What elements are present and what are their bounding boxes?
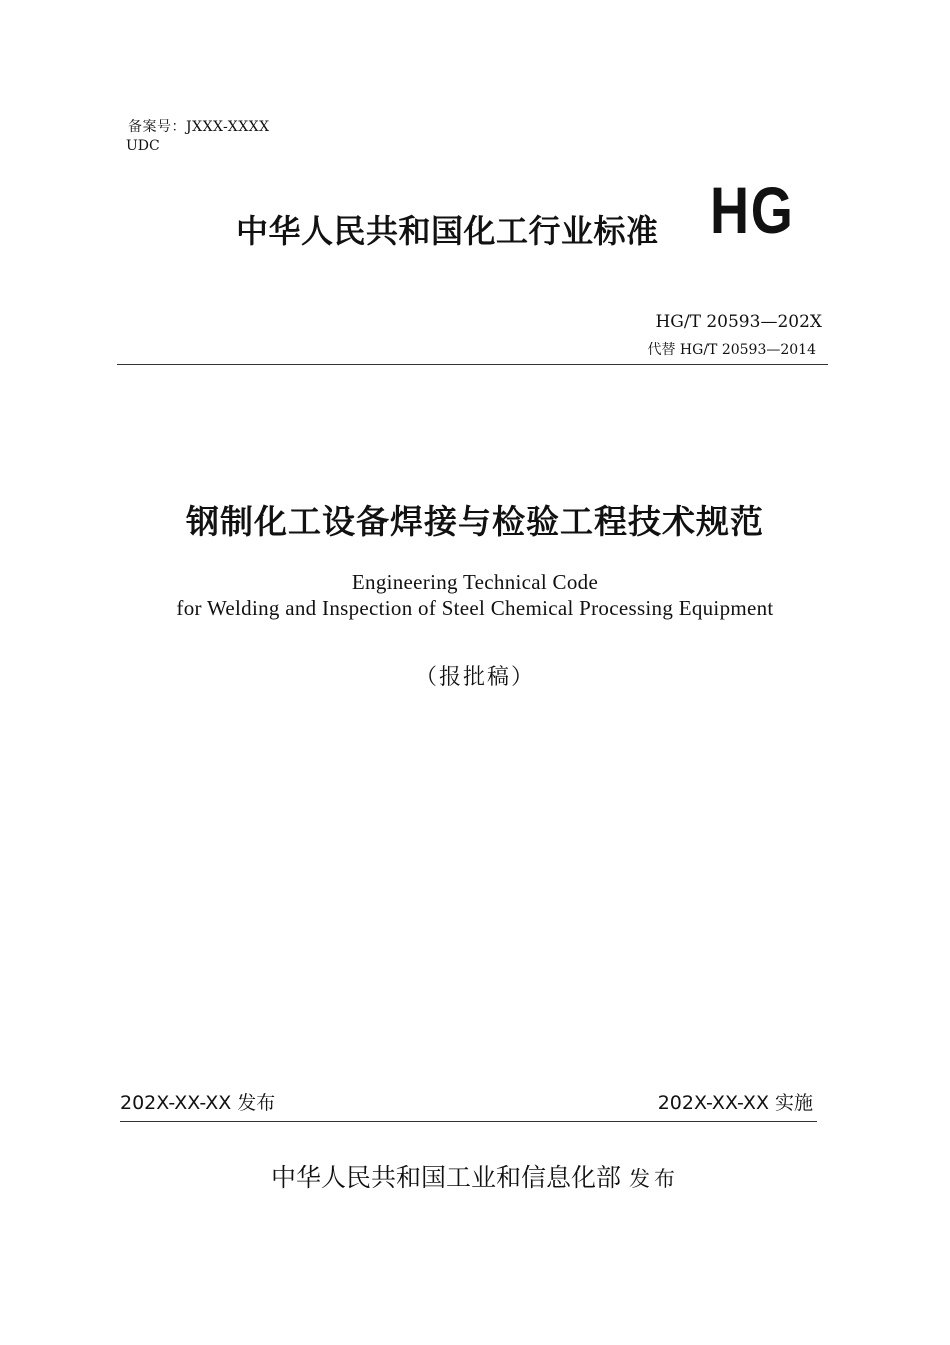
publisher-suffix: 发布 xyxy=(629,1167,679,1191)
filing-number: 备案号：JXXX-XXXX xyxy=(128,119,270,135)
standard-number: HG/T 20593—202X xyxy=(655,312,822,332)
document-title-en-line2: for Welding and Inspection of Steel Chemical Processing Equipment xyxy=(176,596,774,620)
footer-divider xyxy=(120,1121,817,1122)
publisher-name: 中华人民共和国工业和信息化部 xyxy=(270,1163,621,1192)
hg-logo: HG xyxy=(710,173,795,247)
header-divider xyxy=(117,364,828,365)
implementation-date: 202X-XX-XX 实施 xyxy=(657,1092,813,1114)
document-title-en-line1: Engineering Technical Code xyxy=(351,570,599,594)
publisher-line xyxy=(0,1158,950,1194)
draft-status: （报批稿） xyxy=(414,665,535,690)
document-title-zh: 钢制化工设备焊接与检验工程技术规范 xyxy=(186,502,764,541)
udc-label: UDC xyxy=(126,138,160,154)
standard-category-title: 中华人民共和国化工行业标准 xyxy=(236,212,659,250)
issue-date: 202X-XX-XX 发布 xyxy=(120,1092,276,1114)
replaces-standard: 代替 HG/T 20593—2014 xyxy=(647,342,816,358)
